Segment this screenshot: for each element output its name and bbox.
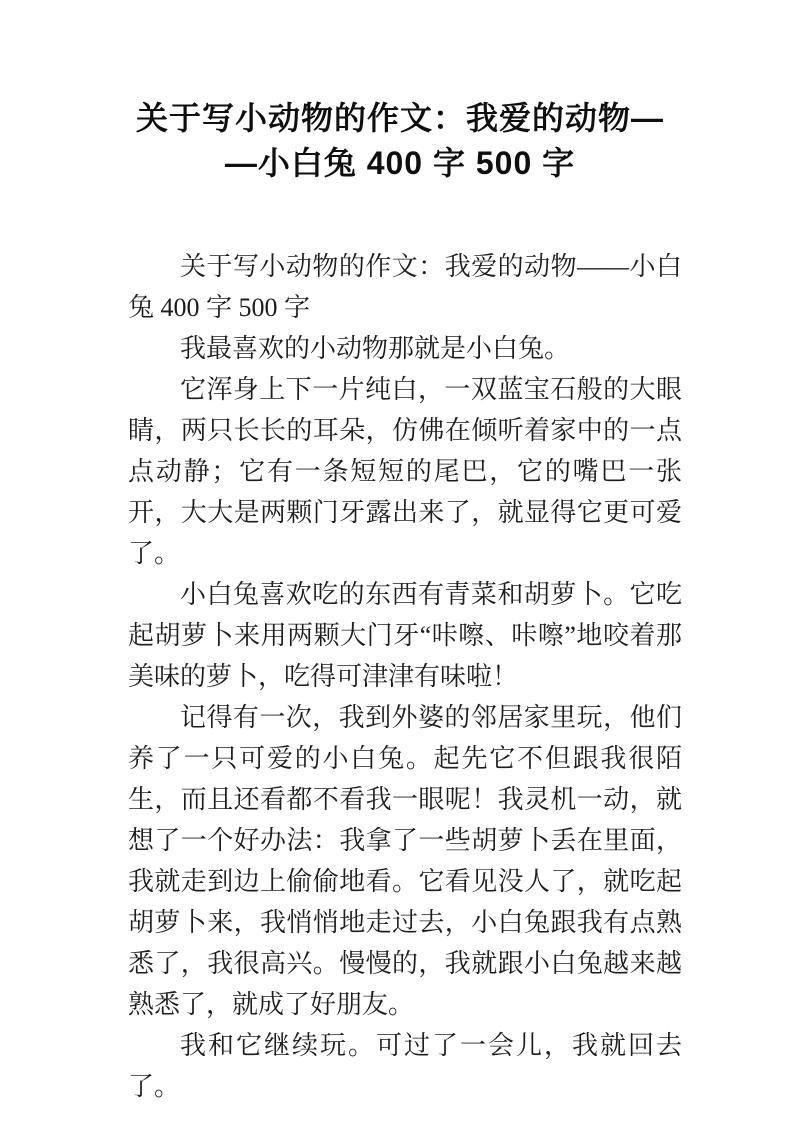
paragraph-heading-repeat: 关于写小动物的作文：我爱的动物——小白兔 400 字 500 字 — [128, 252, 682, 322]
document-title — [66, 96, 734, 186]
paragraph-appearance: 它浑身上下一片纯白，一双蓝宝石般的大眼睛，两只长长的耳朵，仿佛在倾听着家中的一点点动静；它有一条短短的尾巴，它的嘴巴一张开，大大是两颗门牙露出来了，就显得它更可爱了。 — [128, 375, 682, 568]
paragraph-intro: 我最喜欢的小动物那就是小白兔。 — [180, 334, 571, 363]
paragraph-food: 小白兔喜欢吃的东西有青菜和胡萝卜。它吃起胡萝卜来用两颗大门牙“咔嚓、咔嚓”地咬着那美味的萝卜，吃得可津津有味啦！ — [128, 580, 682, 691]
document-body — [128, 246, 682, 1107]
paragraph-story: 记得有一次，我到外婆的邻居家里玩，他们养了一只可爱的小白兔。起先它不但跟我很陌生，而且还看都不看我一眼呢！我灵机一动，就想了一个好办法：我拿了一些胡萝卜丢在里面，我就走到边上偷偷地看。它看见没人了，就吃起胡萝卜来，我悄悄地走过去，小白兔跟我有点熟悉了，我很高兴。慢慢的，我就跟小白兔越来越熟悉了，就成了好朋友。 — [128, 703, 682, 1019]
title-line-2: —小白兔 400 字 500 字 — [224, 145, 576, 181]
title-line-1: 关于写小动物的作文：我爱的动物— — [135, 100, 664, 136]
paragraph-ending: 我和它继续玩。可过了一会儿，我就回去了。 — [128, 1031, 682, 1101]
